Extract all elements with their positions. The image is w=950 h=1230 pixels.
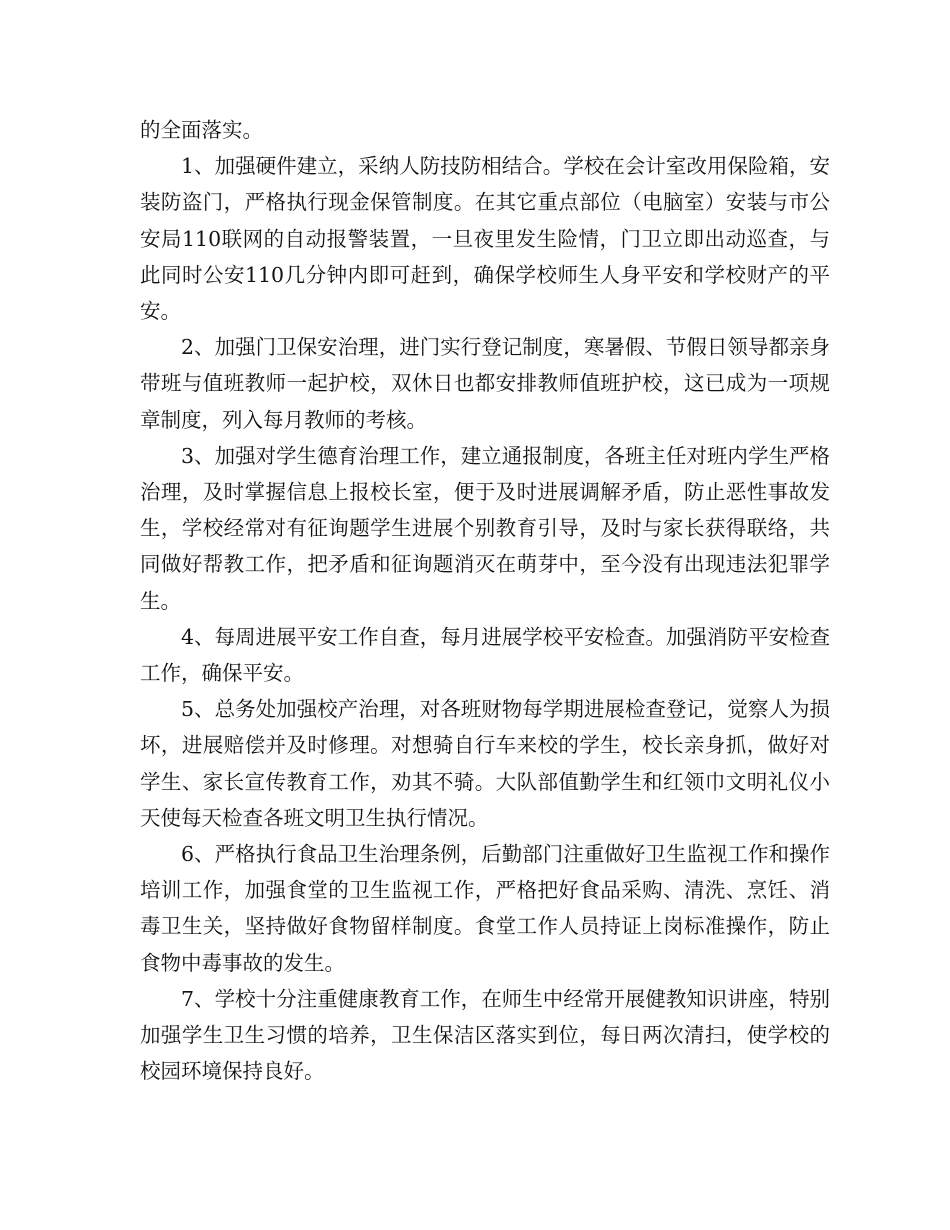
paragraph-item-1: 1、加强硬件建立，采纳人防技防相结合。学校在会计室改用保险箱，安装防盗门，严格执行现金保管制度。在其它重点部位（电脑室）安装与市公安局110联网的自动报警装置，一旦夜里发生险情，门卫立即出动巡查，与此同时公安110几分钟内即可赶到，确保学校师生人身平安和学校财产的平安。 [140, 154, 830, 324]
paragraph-item-6: 6、严格执行食品卫生治理条例，后勤部门注重做好卫生监视工作和操作培训工作，加强食堂的卫生监视工作，严格把好食品采购、清洗、烹饪、消毒卫生关，坚持做好食物留样制度。食堂工作人员持证上岗标准操作，防止食物中毒事故的发生。 [140, 842, 830, 975]
paragraph-item-5: 5、总务处加强校产治理，对各班财物每学期进展检查登记，觉察人为损坏，进展赔偿并及时修理。对想骑自行车来校的学生，校长亲身抓，做好对学生、家长宣传教育工作，劝其不骑。大队部值勤学生和红领巾文明礼仪小天使每天检查各班文明卫生执行情况。 [140, 697, 830, 830]
paragraph-item-3: 3、加强对学生德育治理工作，建立通报制度，各班主任对班内学生严格治理，及时掌握信息上报校长室，便于及时进展调解矛盾，防止恶性事故发生，学校经常对有征询题学生进展个别教育引导，及时与家长获得联络，共同做好帮教工作，把矛盾和征询题消灭在萌芽中，至今没有出现违法犯罪学生。 [140, 443, 830, 613]
paragraph-continuation: 的全面落实。 [140, 118, 263, 142]
paragraph-item-4: 4、每周进展平安工作自查，每月进展学校平安检查。加强消防平安检查工作，确保平安。 [140, 624, 830, 686]
paragraph-item-7: 7、学校十分注重健康教育工作，在师生中经常开展健教知识讲座，特别加强学生卫生习惯的培养，卫生保洁区落实到位，每日两次清扫，使学校的校园环境保持良好。 [140, 986, 830, 1084]
document-body [140, 112, 830, 1089]
paragraph-item-2: 2、加强门卫保安治理，进门实行登记制度，寒暑假、节假日领导都亲身带班与值班教师一起护校，双休日也都安排教师值班护校，这已成为一项规章制度，列入每月教师的考核。 [140, 335, 830, 432]
